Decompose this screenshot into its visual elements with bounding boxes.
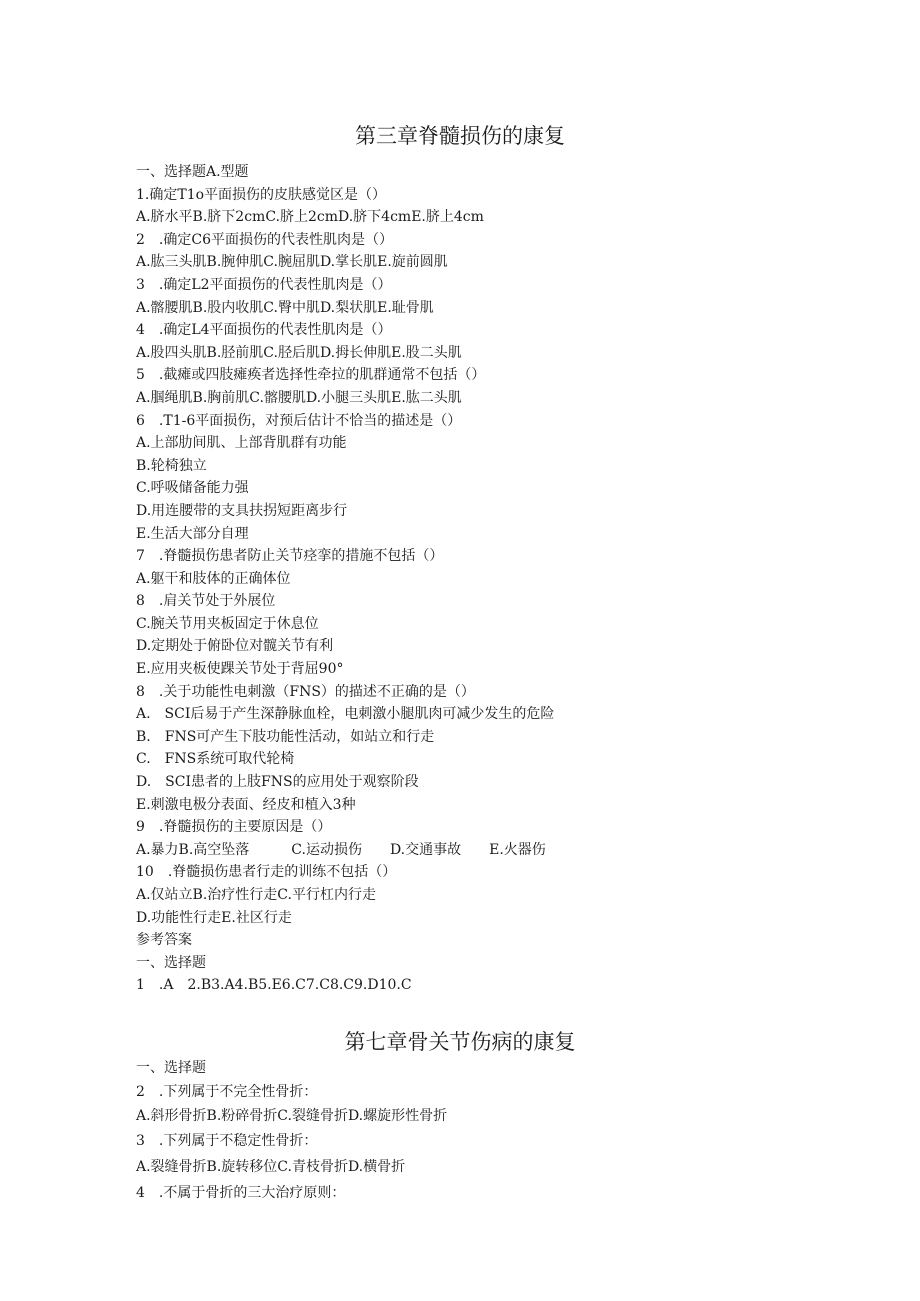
chapter-3-title: 第三章脊髓损伤的康复 bbox=[355, 124, 565, 148]
text-line: A.仅站立B.治疗性行走C.平行杠内行走 bbox=[136, 887, 376, 903]
text-line: A.肱三头肌B.腕伸肌C.腕屈肌D.掌长肌E.旋前圆肌 bbox=[136, 254, 448, 271]
text-line: 一、选择题A.型题 bbox=[136, 164, 249, 180]
text-line: C.腕关节用夹板固定于休息位 bbox=[136, 615, 319, 632]
text-line: 3 .下列属于不稳定性骨折： bbox=[136, 1133, 318, 1150]
text-line: 1.确定T1o平面损伤的皮肤感觉区是（） bbox=[136, 186, 387, 203]
text-line: A.暴力B.高空坠落 C.运动损伤 D.交通事故 E.火器伤 bbox=[136, 841, 546, 858]
text-line: B.轮椅独立 bbox=[136, 457, 207, 474]
text-line: C. FNS系统可取代轮椅 bbox=[136, 751, 295, 768]
text-line: 6 .T1-6平面损伤，对预后估计不恰当的描述是（） bbox=[136, 412, 462, 429]
text-line: 2 .确定C6平面损伤的代表性肌肉是（） bbox=[136, 231, 393, 248]
text-line: 3 .确定L2平面损伤的代表性肌肉是（） bbox=[136, 276, 392, 293]
chapter-3-body bbox=[136, 161, 876, 997]
chapter-7-title: 第七章骨关节伤病的康复 bbox=[344, 1030, 576, 1054]
text-line: 8 .关于功能性电刺激（FNS）的描述不正确的是（） bbox=[136, 683, 475, 700]
text-line: 10 .脊髓损伤患者行走的训练不包括（） bbox=[136, 864, 397, 881]
text-line: 2 .下列属于不完全性骨折： bbox=[136, 1083, 318, 1100]
text-line: 一、选择题 bbox=[136, 954, 206, 971]
text-line: 9 .脊髓损伤的主要原因是（） bbox=[136, 819, 332, 836]
text-line: 参考答案 bbox=[136, 932, 192, 949]
text-line: 7 .脊髓损伤患者防止关节痉挛的措施不包括（） bbox=[136, 548, 444, 565]
text-line: A.躯干和肢体的正确体位 bbox=[136, 570, 291, 587]
text-line: E.刺激电极分表面、经皮和植入3种 bbox=[136, 796, 356, 813]
text-line: A.脐水平B.脐下2cmC.脐上2cmD.脐下4cmE.脐上4cm bbox=[136, 209, 484, 226]
text-line: C.呼吸储备能力强 bbox=[136, 480, 249, 497]
text-line: A.腘绳肌B.胸前肌C.髂腰肌D.小腿三头肌E.肱二头肌 bbox=[136, 389, 462, 406]
text-line: 4 .不属于骨折的三大治疗原则： bbox=[136, 1185, 346, 1202]
text-line: A.股四头肌B.胫前肌C.胫后肌D.拇长伸肌E.股二头肌 bbox=[136, 344, 462, 361]
text-line: 8 .肩关节处于外展位 bbox=[136, 593, 276, 610]
text-line: E.生活大部分自理 bbox=[136, 525, 249, 542]
text-line: D.用连腰带的支具扶拐短距离步行 bbox=[136, 502, 348, 519]
text-line: 5 .截瘫或四肢瘫痪者选择性牵拉的肌群通常不包括（） bbox=[136, 367, 486, 384]
text-line: A. SCI后易于产生深静脉血栓，电刺激小腿肌肉可减少发生的危险 bbox=[136, 706, 555, 723]
text-line: 4 .确定L4平面损伤的代表性肌肉是（） bbox=[136, 322, 392, 339]
text-line: 一、选择题 bbox=[136, 1060, 206, 1076]
text-line: A.髂腰肌B.股内收肌C.臀中肌D.梨状肌E.耻骨肌 bbox=[136, 299, 434, 316]
text-line: A.上部肋间肌、上部背肌群有功能 bbox=[136, 435, 347, 452]
text-line: A.裂缝骨折B.旋转移位C.青枝骨折D.横骨折 bbox=[136, 1159, 406, 1176]
text-line: D.功能性行走E.社区行走 bbox=[136, 909, 292, 926]
chapter-7-body bbox=[136, 1057, 876, 1206]
text-line: A.斜形骨折B.粉碎骨折C.裂缝骨折D.螺旋形性骨折 bbox=[136, 1107, 448, 1124]
text-line: B. FNS可产生下肢功能性活动，如站立和行走 bbox=[136, 728, 435, 745]
text-line: D. SCI患者的上肢FNS的应用处于观察阶段 bbox=[136, 774, 419, 791]
text-line: D.定期处于俯卧位对髋关节有利 bbox=[136, 638, 334, 655]
text-line: E.应用夹板使踝关节处于背屈90° bbox=[136, 661, 344, 678]
text-line: 1 .A 2.B3.A4.B5.E6.C7.C8.C9.D10.C bbox=[136, 977, 412, 994]
